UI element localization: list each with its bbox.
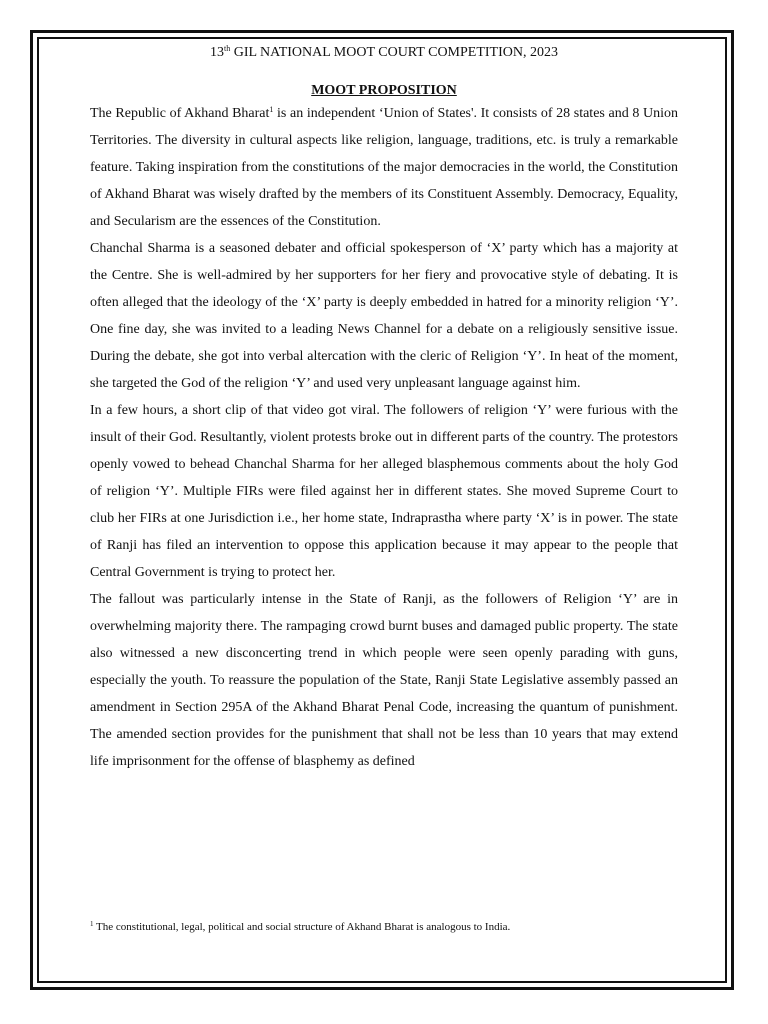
paragraph-3: In a few hours, a short clip of that video got viral. The followers of religion ‘Y’ were furious with the insult of their God. Resultantly, violent protests broke out in different parts of the country. The protestors openly vowed to behead Chanchal Sharma for her alleged blasphemous comments about the holy God of religion ‘Y’. Multiple FIRs were filed against her in different states. She moved Supreme Court to club her FIRs at one Jurisdiction i.e., her home state, Indraprastha where party ‘X’ is in power. The state of Ranji has filed an intervention to oppose this application because it may appear to the people that Central Government is trying to protect her. bbox=[90, 403, 678, 580]
paragraph-2: Chanchal Sharma is a seasoned debater and official spokesperson of ‘X’ party which has a majority at the Centre. She is well-admired by her supporters for her fiery and provocative style of debating. It is often alleged that the ideology of the ‘X’ party is deeply embedded in hatred for a minority religion ‘Y’. One fine day, she was invited to a leading News Channel for a debate on a religiously sensitive issue. During the debate, she got into verbal altercation with the cleric of Religion ‘Y’. In heat of the moment, she targeted the God of the religion ‘Y’ and used very unpleasant language against him. bbox=[90, 241, 678, 391]
document-body bbox=[90, 44, 678, 934]
header-ordinal: 13 bbox=[210, 45, 224, 60]
footnote-text: The constitutional, legal, political and social structure of Akhand Bharat is analogous to India. bbox=[93, 921, 511, 933]
header-ordinal-suffix: th bbox=[224, 44, 231, 53]
document-title: MOOT PROPOSITION bbox=[311, 83, 457, 98]
paragraph-1-lead: The Republic of Akhand Bharat bbox=[90, 106, 270, 121]
paragraph-4: The fallout was particularly intense in the State of Ranji, as the followers of Religion ‘Y’ are in overwhelming majority there. The rampaging crowd burnt buses and damaged public property. The state also witnessed a new disconcerting trend in which people were seen openly parading with guns, especially the youth. To reassure the population of the State, Ranji State Legislative assembly passed an amendment in Section 295A of the Akhand Bharat Penal Code, increasing the quantum of punishment. The amended section provides for the punishment that shall not be less than 10 years that may extend life imprisonment for the offense of blasphemy as defined bbox=[90, 592, 678, 769]
paragraph-1-text: is an independent ‘Union of States'. It consists of 28 states and 8 Union Territories. The diversity in cultural aspects like religion, language, traditions, etc. is truly a remarkable feature. Taking inspiration from the constitutions of the major democracies in the world, the Constitution of Akhand Bharat was wisely drafted by the members of its Constituent Assembly. Democracy, Equality, and Secularism are the essences of the Constitution. bbox=[90, 106, 678, 229]
competition-header bbox=[90, 44, 678, 62]
header-text: GIL NATIONAL MOOT COURT COMPETITION, 2023 bbox=[230, 45, 558, 60]
paragraph-1 bbox=[90, 100, 678, 235]
footnote-marker: 1 bbox=[269, 105, 274, 114]
footnote bbox=[90, 920, 510, 934]
footnote-number: 1 bbox=[90, 920, 94, 928]
